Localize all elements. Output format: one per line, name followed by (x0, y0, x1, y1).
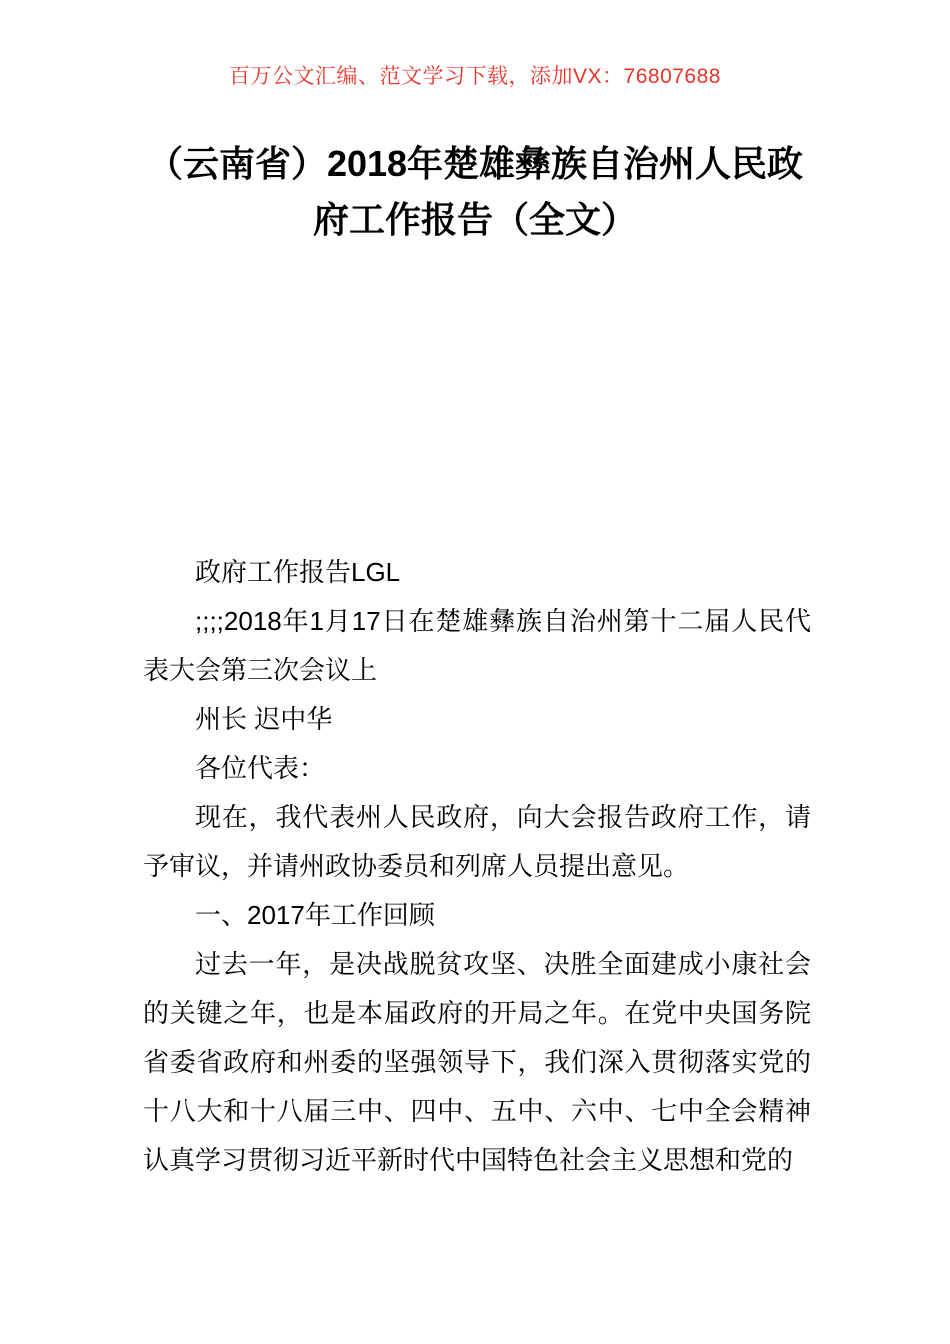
paragraph: 一、2017年工作回顾 (195, 900, 435, 930)
paragraph: 现在，我代表州人民政府，向大会报告政府工作，请予审议，并请州政协委员和列席人员提出意见。 (143, 802, 811, 881)
paragraph: 各位代表： (195, 753, 326, 783)
paragraph: 州长 迟中华 (195, 704, 333, 734)
promo-notice: 百万公文汇编、范文学习下载，添加VX：76807688 (229, 65, 721, 88)
document-title: （云南省）2018年楚雄彝族自治州人民政府工作报告（全文） (146, 143, 804, 240)
paragraph: 过去一年，是决战脱贫攻坚、决胜全面建成小康社会的关键之年，也是本届政府的开局之年。在党中央国务院省委省政府和州委的坚强领导下，我们深入贯彻落实党的十八大和十八届三中、四中、五中、六中、七中全会精神认真学习贯彻习近平新时代中国特色社会主义思想和党的 (143, 949, 811, 1175)
paragraph: 政府工作报告LGL (195, 557, 401, 587)
document-body (0, 548, 811, 1185)
paragraph: ;;;;2018年1月17日在楚雄彝族自治州第十二届人民代表大会第三次会议上 (143, 606, 811, 685)
